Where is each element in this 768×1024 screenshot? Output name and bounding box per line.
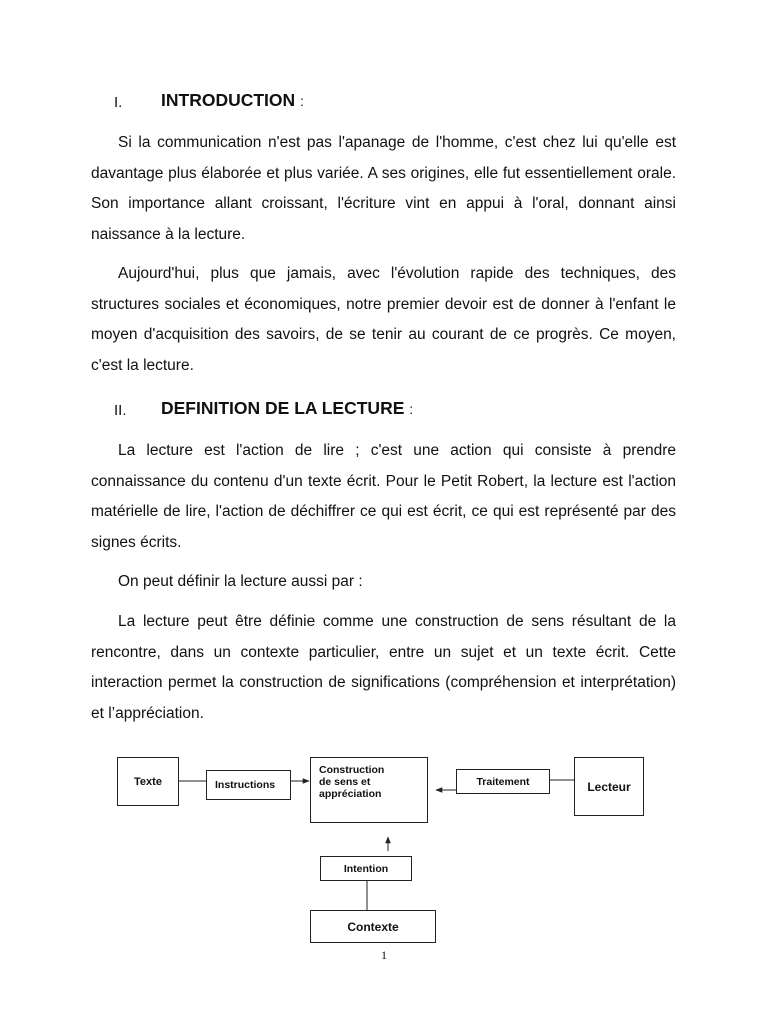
texte-label: Texte <box>134 775 162 788</box>
lecteur-label: Lecteur <box>587 779 631 794</box>
construction-line: appréciation <box>319 788 382 800</box>
paragraph-definition-1: La lecture est l'action de lire ; c'est une action qui consiste à prendre connaissance du contenu d'un texte écrit. Pour le Petit Robert, la lecture est l'action matérielle de lire, l'action de déchiffrer ce qui est écrit, ce qui est représenté par des signes écrits. <box>91 442 676 551</box>
page-number: 1 <box>381 948 387 962</box>
paragraph-intro-2: Aujourd'hui, plus que jamais, avec l'évolution rapide des techniques, des structures sociales et économiques, notre premier devoir est de donner à l'enfant le moyen d'acquisition des savoirs, de se tenir au courant de ce progrès. Ce moyen, c'est la lecture. <box>91 265 676 374</box>
section-number: II. <box>114 402 127 419</box>
paragraph-definition-3: La lecture peut être définie comme une construction de sens résultant de la rencontre, dans un contexte particulier, entre un sujet et un texte écrit. Cette interaction permet la construction de significations (compréhension et interprétation) et l’appréciation. <box>91 613 676 722</box>
section-title <box>161 398 413 419</box>
section-title-text: DEFINITION DE LA LECTURE <box>161 398 405 418</box>
paragraph-intro-1: Si la communication n'est pas l'apanage de l'homme, c'est chez lui qu'elle est davantage plus élaborée et plus variée. A ses origines, elle fut essentiellement orale. Son importance allant croissant, l'écriture vint en appui à l'oral, donnant ainsi naissance à la lecture. <box>91 134 676 243</box>
traitement-box <box>456 769 550 794</box>
instructions-box <box>206 770 291 800</box>
construction-line: Construction <box>319 764 385 776</box>
reading-diagram <box>0 740 768 970</box>
section-title-text: INTRODUCTION <box>161 90 296 110</box>
intention-box <box>320 856 412 881</box>
intention-label: Intention <box>343 862 389 875</box>
section-colon: : <box>409 401 414 417</box>
construction-line: de sens et <box>319 776 371 788</box>
lecteur-box <box>574 757 644 816</box>
section-colon: : <box>300 93 304 109</box>
section-heading-introduction <box>0 90 768 114</box>
contexte-label: Contexte <box>347 919 399 934</box>
paragraph-definition-2: On peut définir la lecture aussi par : <box>118 573 363 590</box>
construction-label <box>319 764 384 800</box>
texte-box <box>117 757 179 806</box>
contexte-box <box>310 910 436 943</box>
section-number: I. <box>114 94 123 111</box>
traitement-label: Traitement <box>476 775 530 788</box>
section-heading-definition <box>0 398 768 422</box>
instructions-label: Instructions <box>215 779 276 791</box>
section-title <box>161 90 304 111</box>
construction-box <box>310 757 428 823</box>
